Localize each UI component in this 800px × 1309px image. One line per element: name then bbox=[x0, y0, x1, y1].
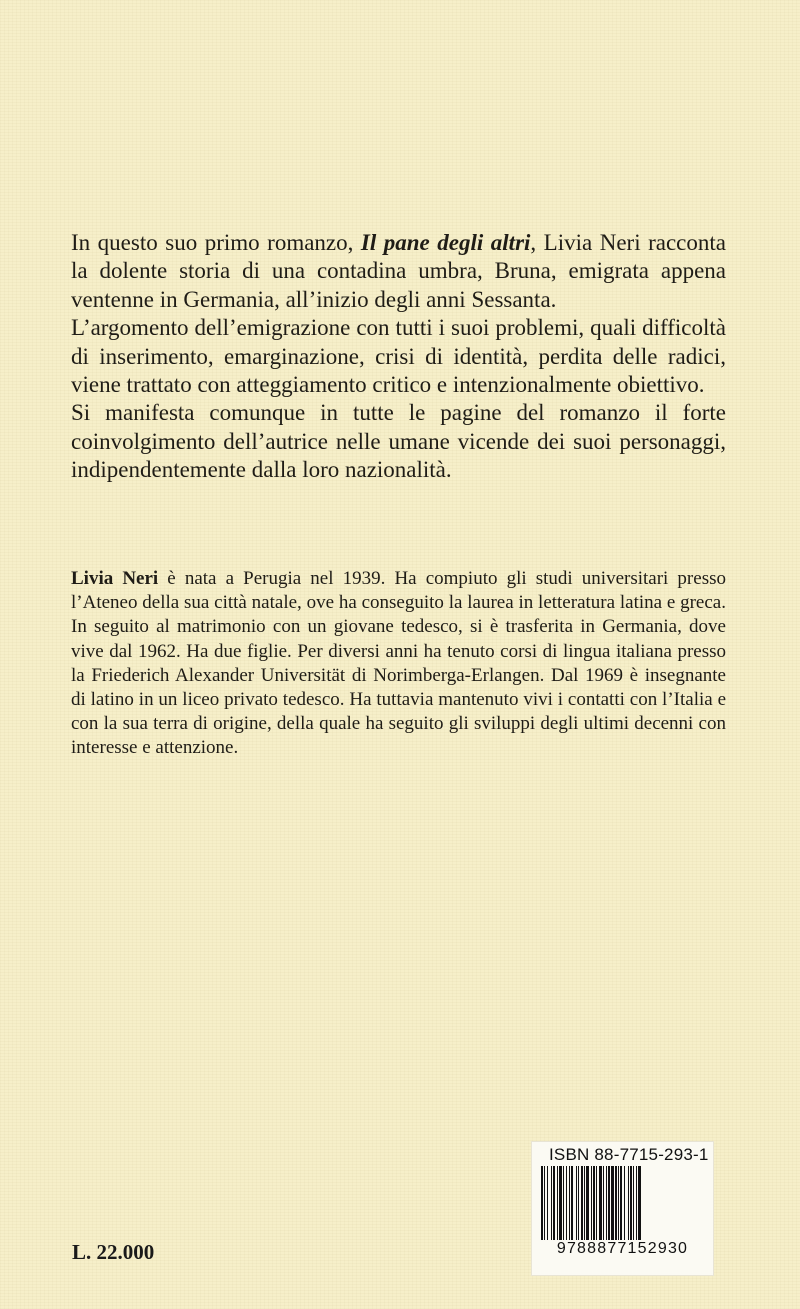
barcode-bar bbox=[553, 1166, 555, 1240]
barcode-bar bbox=[606, 1166, 607, 1240]
barcode-bar bbox=[638, 1166, 641, 1240]
barcode-bar bbox=[633, 1166, 634, 1240]
barcode-bar bbox=[596, 1166, 597, 1240]
blurb-text: In questo suo primo romanzo, bbox=[71, 230, 361, 255]
blurb-paragraph-1 bbox=[71, 229, 726, 314]
barcode-image bbox=[539, 1166, 705, 1240]
barcode-bar bbox=[586, 1166, 589, 1240]
barcode-bar bbox=[608, 1166, 610, 1240]
barcode-bar bbox=[615, 1166, 617, 1240]
blurb-paragraph-3: Si manifesta comunque in tutte le pagine del romanzo il forte coinvolgimento dell’autrice nelle umane vicende dei suoi personaggi, indipendentemente dalla loro nazionalità. bbox=[71, 400, 726, 483]
isbn-label: ISBN 88-7715-293-1 bbox=[549, 1145, 709, 1164]
barcode-bar bbox=[618, 1166, 619, 1240]
barcode-bar bbox=[569, 1166, 570, 1240]
author-bio-text: è nata a Perugia nel 1939. Ha compiuto gli studi universitari presso l’Ateneo della sua città natale, ove ha conseguito la laurea in letteratura latina e greca. In seguito al matrimonio con un giovane tedesco, si è trasferita in Germania, dove vive dal 1962. Ha due figlie. Per diversi anni ha tenuto corsi di lingua italiana presso la Friederich Alexander Universität di Norimberga-Erlangen. Dal 1969 è insegnante di latino in un liceo privato tedesco. Ha tuttavia mantenuto vivi i contatti con l’Italia e con la sua terra di origine, della quale ha seguito gli sviluppi degli ultimi decenni con interesse e attenzione. bbox=[71, 568, 726, 759]
barcode-bar bbox=[571, 1166, 573, 1240]
barcode-bar bbox=[591, 1166, 592, 1240]
price-label: L. 22.000 bbox=[72, 1240, 155, 1264]
barcode-bar bbox=[566, 1166, 567, 1240]
barcode-bar bbox=[544, 1166, 545, 1240]
barcode-bar bbox=[584, 1166, 585, 1240]
barcode-bar bbox=[563, 1166, 564, 1240]
barcode-bar bbox=[559, 1166, 562, 1240]
barcode-bar bbox=[541, 1166, 543, 1240]
barcode-bar bbox=[630, 1166, 632, 1240]
barcode-bar bbox=[611, 1166, 614, 1240]
barcode-bar bbox=[603, 1166, 604, 1240]
barcode-bar bbox=[624, 1166, 625, 1240]
barcode-bar bbox=[547, 1166, 548, 1240]
barcode-bar bbox=[578, 1166, 579, 1240]
barcode-bar bbox=[576, 1166, 577, 1240]
barcode-bar bbox=[628, 1166, 629, 1240]
barcode-bar bbox=[636, 1166, 637, 1240]
author-name: Livia Neri bbox=[71, 568, 159, 589]
author-bio-paragraph bbox=[71, 567, 726, 761]
book-title: Il pane degli altri bbox=[360, 230, 531, 255]
barcode-bar bbox=[557, 1166, 558, 1240]
barcode-bar bbox=[593, 1166, 595, 1240]
blurb-paragraph-2: L’argomento dell’emigrazione con tutti i suoi problemi, quali difficoltà di inserimento, emarginazione, crisi di identità, perdita delle radici, viene trattato con atteggiamento critico e intenzionalmente obiettivo. bbox=[71, 315, 726, 398]
barcode-bar bbox=[581, 1166, 583, 1240]
barcode-bar bbox=[620, 1166, 622, 1240]
back-cover-blurb bbox=[71, 229, 726, 485]
barcode-bar bbox=[599, 1166, 602, 1240]
blurb-text: , Livia Neri racconta la dolente storia di una contadina umbra, Bruna, emigrata appena ventenne in Germania, all’inizio degli anni Sessanta. bbox=[71, 230, 726, 312]
author-bio bbox=[71, 567, 726, 761]
ean-digits: 9788877152930 bbox=[556, 1240, 689, 1257]
barcode-bar bbox=[551, 1166, 552, 1240]
